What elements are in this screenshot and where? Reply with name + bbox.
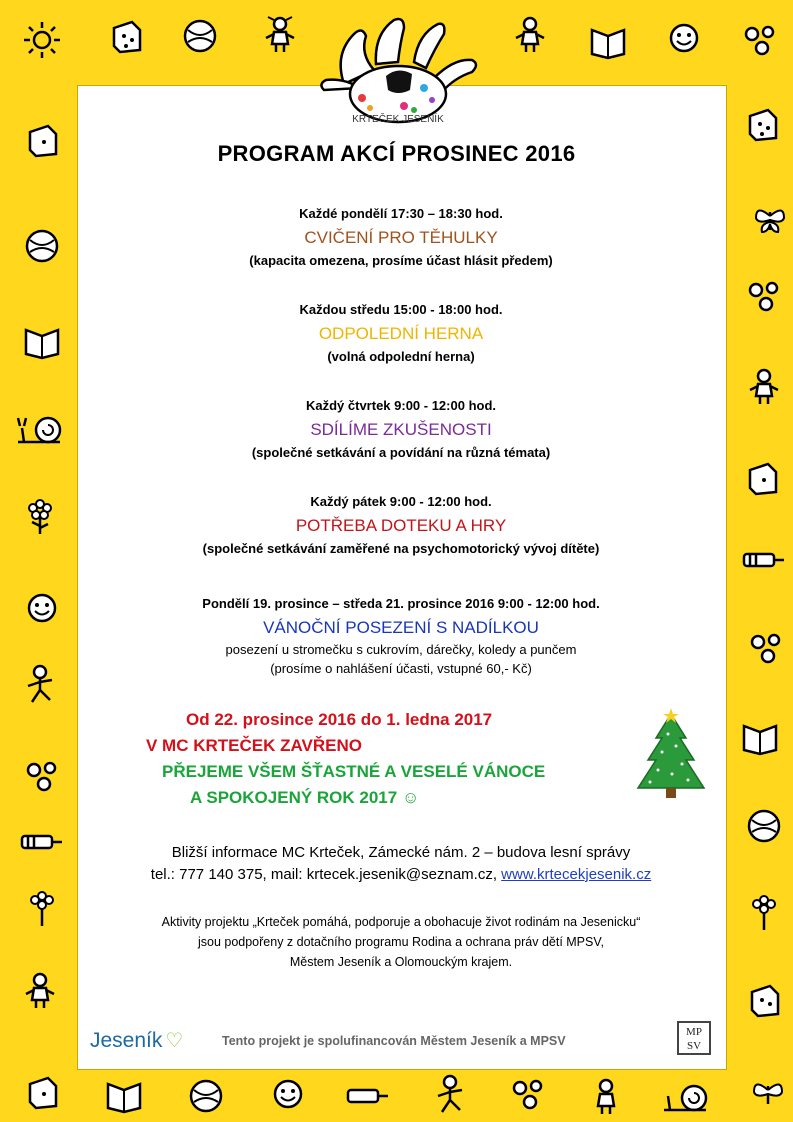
dice-icon	[106, 16, 146, 56]
contact-info	[77, 842, 725, 886]
closure-notice: V MC KRTEČEK ZAVŘENO	[146, 736, 362, 755]
mpsv-logo	[677, 1021, 711, 1055]
event-sdilime	[77, 398, 725, 460]
bubbles-icon	[740, 20, 780, 60]
page-title: PROGRAM AKCÍ PROSINEC 2016	[217, 141, 576, 166]
girl-icon	[260, 14, 300, 54]
event-title: SDÍLÍME ZKUŠENOSTI	[310, 420, 492, 439]
roller-icon	[18, 822, 66, 862]
dice-icon	[744, 980, 784, 1020]
christmas-tree-icon	[628, 708, 714, 808]
girl-icon	[20, 970, 60, 1010]
event-note: (společné setkávání zaměřené na psychomotorický vývoj dítěte)	[202, 541, 600, 556]
book-icon	[588, 20, 628, 60]
mpsv-logo-top: MP	[686, 1026, 702, 1038]
event-time: Každou středu 15:00 - 18:00 hod.	[299, 302, 503, 317]
greeting-line-2: A SPOKOJENÝ ROK 2017 ☺	[190, 788, 420, 807]
boy-icon	[20, 664, 60, 704]
event-herna	[77, 302, 725, 364]
bubbles-icon	[746, 628, 786, 668]
ball-icon	[744, 806, 784, 846]
mpsv-logo-bottom: SV	[686, 1040, 702, 1052]
contact-phone-mail	[77, 864, 725, 886]
dice-icon	[22, 1072, 62, 1112]
butterfly-icon	[750, 200, 790, 240]
event-note: posezení u stromečku s cukrovím, dárečky, koledy a punčem	[225, 642, 577, 657]
event-title: VÁNOČNÍ POSEZENÍ S NADÍLKOU	[263, 618, 539, 637]
jesenik-logo	[90, 1028, 183, 1053]
contact-address: Bližší informace MC Krteček, Zámecké nám. 2 – budova lesní správy	[171, 844, 631, 861]
ball-icon	[22, 226, 62, 266]
project-line: jsou podpořeny z dotačního programu Rodina a ochrana práv dětí MPSV,	[197, 935, 605, 949]
funding-note: Tento projekt je spolufinancován Městem Jeseník a MPSV	[222, 1034, 566, 1048]
flower-icon	[744, 890, 784, 930]
logo-text: KRTEČEK JESENÍK	[352, 114, 444, 125]
event-time: Každé pondělí 17:30 – 18:30 hod.	[299, 206, 503, 221]
roller-icon	[740, 540, 788, 580]
event-cviceni	[77, 206, 725, 268]
smiley-icon	[268, 1074, 308, 1114]
snail-icon	[14, 408, 68, 448]
krtecek-logo	[314, 14, 482, 126]
ball-icon	[186, 1076, 226, 1116]
event-note: (společné setkávání a povídání na různá témata)	[251, 445, 551, 460]
website-link[interactable]: www.krtecekjesenik.cz	[501, 866, 652, 883]
girl-icon	[586, 1076, 626, 1116]
closure-dates: Od 22. prosince 2016 do 1. ledna 2017	[186, 710, 493, 729]
book-icon	[104, 1074, 144, 1114]
event-title: ODPOLEDNÍ HERNA	[318, 324, 484, 343]
bubbles-icon	[744, 276, 784, 316]
bubbles-icon	[508, 1074, 548, 1114]
project-info	[77, 912, 725, 972]
sun-icon	[22, 20, 62, 60]
smiley-icon	[664, 18, 704, 58]
roller-icon	[344, 1076, 392, 1116]
snail-icon	[660, 1076, 714, 1116]
jesenik-logo-text: Jeseník	[90, 1029, 163, 1052]
contact-phone-mail-text: tel.: 777 140 375, mail: krtecek.jesenik@seznam.cz,	[150, 866, 502, 883]
butterfly-icon	[748, 1074, 788, 1114]
event-time: Každý čtvrtek 9:00 - 12:00 hod.	[305, 398, 497, 413]
heart-icon: ♡	[165, 1030, 184, 1052]
event-note: (kapacita omezena, prosíme účast hlásit předem)	[249, 253, 553, 268]
event-doteky	[77, 494, 725, 556]
bubbles-icon	[22, 756, 62, 796]
dice-icon	[742, 458, 782, 498]
flower-icon	[20, 494, 60, 534]
ball-icon	[180, 16, 220, 56]
boy-icon	[430, 1074, 470, 1114]
project-line: Aktivity projektu „Krteček pomáhá, podporuje a obohacuje život rodinám na Jesenicku“	[161, 915, 641, 929]
event-time: Každý pátek 9:00 - 12:00 hod.	[310, 494, 492, 509]
greeting-line-1: PŘEJEME VŠEM ŠŤASTNÉ A VESELÉ VÁNOCE	[162, 762, 546, 781]
event-time: Pondělí 19. prosince – středa 21. prosince 2016 9:00 - 12:00 hod.	[202, 596, 600, 611]
event-note: (volná odpolední herna)	[327, 349, 475, 364]
dice-icon	[742, 104, 782, 144]
event-title: POTŘEBA DOTEKU A HRY	[295, 516, 507, 535]
event-vanocni	[77, 596, 725, 676]
flower-icon	[22, 886, 62, 926]
book-icon	[22, 320, 62, 360]
girl-icon	[510, 14, 550, 54]
girl-icon	[744, 366, 784, 406]
book-icon	[740, 716, 780, 756]
project-line: Městem Jeseník a Olomouckým krajem.	[289, 955, 513, 969]
smiley-icon	[22, 588, 62, 628]
event-note: (prosíme o nahlášení účasti, vstupné 60,- Kč)	[270, 661, 532, 676]
event-title: CVIČENÍ PRO TĚHULKY	[304, 228, 498, 247]
